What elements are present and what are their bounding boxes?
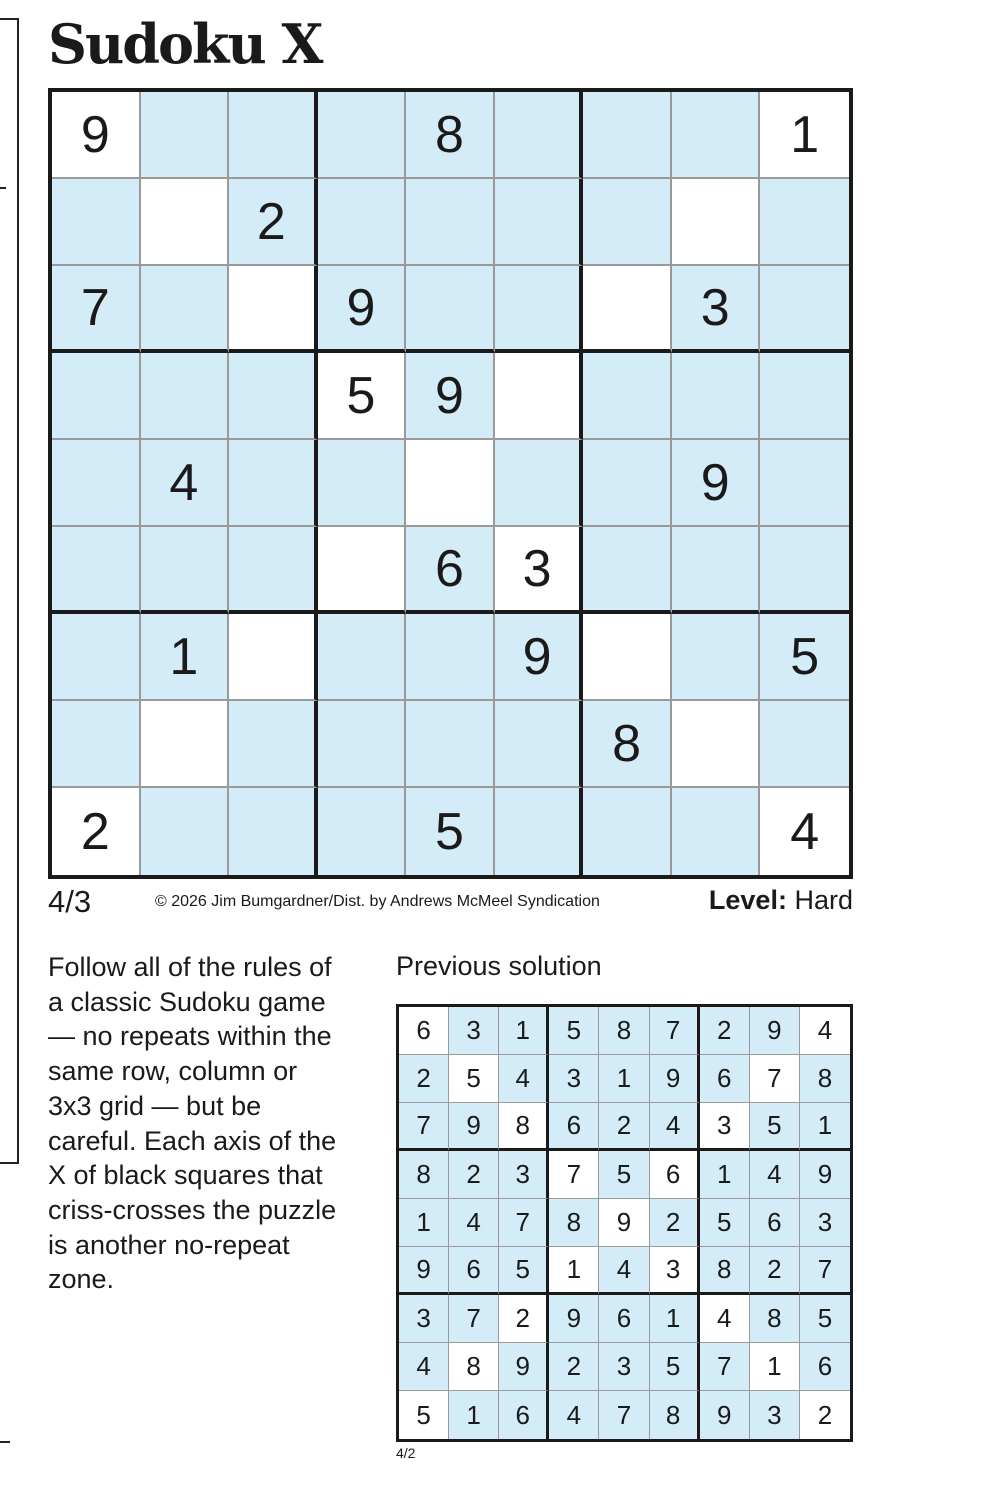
sudoku-cell-r1c7[interactable] xyxy=(583,92,672,179)
solution-cell-r6c1: 9 xyxy=(399,1247,449,1295)
solution-cell-r9c6: 8 xyxy=(650,1391,700,1439)
sudoku-cell-r3c3[interactable] xyxy=(229,266,318,353)
sudoku-cell-r6c3[interactable] xyxy=(229,527,318,614)
sudoku-cell-r8c8[interactable] xyxy=(672,701,761,788)
sudoku-cell-r2c7[interactable] xyxy=(583,179,672,266)
difficulty-level xyxy=(709,885,853,916)
solution-cell-r8c9: 6 xyxy=(800,1343,850,1391)
sudoku-cell-r2c4[interactable] xyxy=(318,179,407,266)
sudoku-cell-r1c4[interactable] xyxy=(318,92,407,179)
solution-cell-r1c3: 1 xyxy=(499,1007,549,1055)
solution-cell-r3c1: 7 xyxy=(399,1103,449,1151)
solution-cell-r4c5: 5 xyxy=(599,1151,649,1199)
sudoku-cell-r6c7[interactable] xyxy=(583,527,672,614)
sudoku-cell-r4c4[interactable]: 5 xyxy=(318,353,407,440)
solution-cell-r1c5: 8 xyxy=(599,1007,649,1055)
sudoku-cell-r7c2[interactable]: 1 xyxy=(141,614,230,701)
solution-cell-r6c5: 4 xyxy=(599,1247,649,1295)
solution-cell-r2c1: 2 xyxy=(399,1055,449,1103)
sudoku-cell-r6c9[interactable] xyxy=(760,527,849,614)
solution-cell-r4c4: 7 xyxy=(549,1151,599,1199)
solution-cell-r5c8: 6 xyxy=(750,1199,800,1247)
sudoku-cell-r2c5[interactable] xyxy=(406,179,495,266)
solution-cell-r9c2: 1 xyxy=(449,1391,499,1439)
sudoku-cell-r8c1[interactable] xyxy=(52,701,141,788)
sudoku-cell-r6c6[interactable]: 3 xyxy=(495,527,584,614)
copyright-notice: © 2026 Jim Bumgardner/Dist. by Andrews McMeel Syndication xyxy=(155,893,600,910)
sudoku-cell-r8c2[interactable] xyxy=(141,701,230,788)
frame-tick xyxy=(0,187,6,189)
sudoku-cell-r9c9[interactable]: 4 xyxy=(760,788,849,875)
sudoku-cell-r8c9[interactable] xyxy=(760,701,849,788)
sudoku-cell-r1c8[interactable] xyxy=(672,92,761,179)
instructions-text: Follow all of the rules of a classic Sudoku game — no repeats within the same row, column or 3x3 grid — but be careful. Each axis of the X of black squares that criss-crosses the puzzle is another no-repeat zone. xyxy=(48,952,337,1295)
solution-cell-r8c8: 1 xyxy=(750,1343,800,1391)
sudoku-cell-r9c1[interactable]: 2 xyxy=(52,788,141,875)
sudoku-cell-r5c9[interactable] xyxy=(760,440,849,527)
sudoku-cell-r3c6[interactable] xyxy=(495,266,584,353)
frame-line-bottom xyxy=(0,1162,19,1164)
solution-cell-r3c2: 9 xyxy=(449,1103,499,1151)
sudoku-cell-r2c6[interactable] xyxy=(495,179,584,266)
solution-cell-r9c4: 4 xyxy=(549,1391,599,1439)
sudoku-cell-r1c6[interactable] xyxy=(495,92,584,179)
page-title: Sudoku X xyxy=(48,12,322,76)
frame-line-top xyxy=(0,18,19,20)
sudoku-cell-r4c3[interactable] xyxy=(229,353,318,440)
solution-cell-r1c7: 2 xyxy=(700,1007,750,1055)
solution-cell-r4c8: 4 xyxy=(750,1151,800,1199)
solution-cell-r8c4: 2 xyxy=(549,1343,599,1391)
solution-cell-r1c6: 7 xyxy=(650,1007,700,1055)
solution-cell-r3c4: 6 xyxy=(549,1103,599,1151)
solution-cell-r3c6: 4 xyxy=(650,1103,700,1151)
sudoku-cell-r5c2[interactable]: 4 xyxy=(141,440,230,527)
sudoku-cell-r1c9[interactable]: 1 xyxy=(760,92,849,179)
solution-cell-r2c4: 3 xyxy=(549,1055,599,1103)
solution-cell-r6c3: 5 xyxy=(499,1247,549,1295)
sudoku-cell-r6c1[interactable] xyxy=(52,527,141,614)
sudoku-cell-r3c9[interactable] xyxy=(760,266,849,353)
solution-cell-r6c7: 8 xyxy=(700,1247,750,1295)
solution-cell-r6c9: 7 xyxy=(800,1247,850,1295)
sudoku-cell-r9c2[interactable] xyxy=(141,788,230,875)
sudoku-cell-r8c7[interactable]: 8 xyxy=(583,701,672,788)
sudoku-cell-r3c5[interactable] xyxy=(406,266,495,353)
solution-cell-r3c7: 3 xyxy=(700,1103,750,1151)
solution-cell-r2c5: 1 xyxy=(599,1055,649,1103)
solution-cell-r7c9: 5 xyxy=(800,1295,850,1343)
solution-cell-r4c7: 1 xyxy=(700,1151,750,1199)
sudoku-cell-r5c4[interactable] xyxy=(318,440,407,527)
solution-cell-r2c6: 9 xyxy=(650,1055,700,1103)
sudoku-cell-r2c9[interactable] xyxy=(760,179,849,266)
sudoku-cell-r9c7[interactable] xyxy=(583,788,672,875)
solution-cell-r5c9: 3 xyxy=(800,1199,850,1247)
solution-cell-r3c5: 2 xyxy=(599,1103,649,1151)
sudoku-cell-r9c3[interactable] xyxy=(229,788,318,875)
sudoku-cell-r7c9[interactable]: 5 xyxy=(760,614,849,701)
sudoku-cell-r4c7[interactable] xyxy=(583,353,672,440)
sudoku-cell-r3c8[interactable]: 3 xyxy=(672,266,761,353)
sudoku-cell-r7c6[interactable]: 9 xyxy=(495,614,584,701)
level-label: Level: xyxy=(708,885,787,915)
sudoku-cell-r7c3[interactable] xyxy=(229,614,318,701)
solution-cell-r2c2: 5 xyxy=(449,1055,499,1103)
sudoku-cell-r1c5[interactable]: 8 xyxy=(406,92,495,179)
solution-cell-r1c9: 4 xyxy=(800,1007,850,1055)
previous-solution-heading: Previous solution xyxy=(396,951,602,981)
solution-cell-r5c3: 7 xyxy=(499,1199,549,1247)
solution-cell-r7c3: 2 xyxy=(499,1295,549,1343)
sudoku-cell-r2c3[interactable]: 2 xyxy=(229,179,318,266)
sudoku-cell-r9c6[interactable] xyxy=(495,788,584,875)
sudoku-grid xyxy=(48,88,853,879)
sudoku-cell-r7c1[interactable] xyxy=(52,614,141,701)
frame-line-vertical xyxy=(17,18,19,1164)
solution-cell-r5c7: 5 xyxy=(700,1199,750,1247)
solution-cell-r9c7: 9 xyxy=(700,1391,750,1439)
solution-cell-r6c4: 1 xyxy=(549,1247,599,1295)
sudoku-cell-r1c2[interactable] xyxy=(141,92,230,179)
solution-cell-r2c3: 4 xyxy=(499,1055,549,1103)
solution-cell-r1c2: 3 xyxy=(449,1007,499,1055)
solution-cell-r4c3: 3 xyxy=(499,1151,549,1199)
solution-cell-r7c5: 6 xyxy=(599,1295,649,1343)
level-value: Hard xyxy=(794,885,853,915)
solution-cell-r1c8: 9 xyxy=(750,1007,800,1055)
sudoku-cell-r9c5[interactable]: 5 xyxy=(406,788,495,875)
previous-solution-grid xyxy=(396,1004,853,1442)
puzzle-date: 4/3 xyxy=(48,884,92,919)
sudoku-cell-r4c2[interactable] xyxy=(141,353,230,440)
solution-cell-r4c6: 6 xyxy=(650,1151,700,1199)
solution-cell-r8c5: 3 xyxy=(599,1343,649,1391)
sudoku-cell-r8c3[interactable] xyxy=(229,701,318,788)
sudoku-cell-r5c1[interactable] xyxy=(52,440,141,527)
solution-cell-r4c9: 9 xyxy=(800,1151,850,1199)
sudoku-cell-r8c6[interactable] xyxy=(495,701,584,788)
sudoku-cell-r6c5[interactable]: 6 xyxy=(406,527,495,614)
solution-cell-r3c3: 8 xyxy=(499,1103,549,1151)
solution-cell-r7c1: 3 xyxy=(399,1295,449,1343)
sudoku-cell-r2c2[interactable] xyxy=(141,179,230,266)
sudoku-cell-r6c8[interactable] xyxy=(672,527,761,614)
sudoku-cell-r7c7[interactable] xyxy=(583,614,672,701)
solution-cell-r7c2: 7 xyxy=(449,1295,499,1343)
solution-cell-r8c6: 5 xyxy=(650,1343,700,1391)
sudoku-cell-r5c6[interactable] xyxy=(495,440,584,527)
solution-cell-r8c7: 7 xyxy=(700,1343,750,1391)
solution-cell-r2c9: 8 xyxy=(800,1055,850,1103)
sudoku-cell-r7c5[interactable] xyxy=(406,614,495,701)
solution-cell-r7c6: 1 xyxy=(650,1295,700,1343)
solution-cell-r5c6: 2 xyxy=(650,1199,700,1247)
solution-cell-r9c3: 6 xyxy=(499,1391,549,1439)
sudoku-cell-r7c4[interactable] xyxy=(318,614,407,701)
sudoku-cell-r8c5[interactable] xyxy=(406,701,495,788)
solution-cell-r9c5: 7 xyxy=(599,1391,649,1439)
sudoku-cell-r4c8[interactable] xyxy=(672,353,761,440)
solution-cell-r5c5: 9 xyxy=(599,1199,649,1247)
sudoku-cell-r3c4[interactable]: 9 xyxy=(318,266,407,353)
sudoku-cell-r3c2[interactable] xyxy=(141,266,230,353)
solution-cell-r7c7: 4 xyxy=(700,1295,750,1343)
solution-cell-r8c3: 9 xyxy=(499,1343,549,1391)
frame-tick xyxy=(0,1441,10,1443)
solution-cell-r9c9: 2 xyxy=(800,1391,850,1439)
sudoku-cell-r6c4[interactable] xyxy=(318,527,407,614)
solution-cell-r2c8: 7 xyxy=(750,1055,800,1103)
solution-cell-r1c4: 5 xyxy=(549,1007,599,1055)
solution-cell-r1c1: 6 xyxy=(399,1007,449,1055)
solution-cell-r3c9: 1 xyxy=(800,1103,850,1151)
sudoku-cell-r5c7[interactable] xyxy=(583,440,672,527)
sudoku-cell-r9c8[interactable] xyxy=(672,788,761,875)
solution-cell-r5c2: 4 xyxy=(449,1199,499,1247)
solution-cell-r6c8: 2 xyxy=(750,1247,800,1295)
solution-cell-r8c2: 8 xyxy=(449,1343,499,1391)
sudoku-cell-r6c2[interactable] xyxy=(141,527,230,614)
sudoku-cell-r4c6[interactable] xyxy=(495,353,584,440)
sudoku-cell-r5c3[interactable] xyxy=(229,440,318,527)
solution-cell-r8c1: 4 xyxy=(399,1343,449,1391)
solution-cell-r3c8: 5 xyxy=(750,1103,800,1151)
sudoku-cell-r2c8[interactable] xyxy=(672,179,761,266)
sudoku-cell-r4c9[interactable] xyxy=(760,353,849,440)
solution-cell-r7c4: 9 xyxy=(549,1295,599,1343)
sudoku-cell-r1c3[interactable] xyxy=(229,92,318,179)
sudoku-cell-r9c4[interactable] xyxy=(318,788,407,875)
previous-solution-date: 4/2 xyxy=(396,1445,416,1461)
solution-cell-r6c6: 3 xyxy=(650,1247,700,1295)
sudoku-cell-r8c4[interactable] xyxy=(318,701,407,788)
solution-cell-r9c8: 3 xyxy=(750,1391,800,1439)
sudoku-cell-r3c7[interactable] xyxy=(583,266,672,353)
solution-cell-r6c2: 6 xyxy=(449,1247,499,1295)
sudoku-cell-r4c1[interactable] xyxy=(52,353,141,440)
solution-cell-r7c8: 8 xyxy=(750,1295,800,1343)
sudoku-cell-r5c5[interactable] xyxy=(406,440,495,527)
solution-cell-r5c4: 8 xyxy=(549,1199,599,1247)
solution-cell-r2c7: 6 xyxy=(700,1055,750,1103)
sudoku-cell-r2c1[interactable] xyxy=(52,179,141,266)
sudoku-cell-r4c5[interactable]: 9 xyxy=(406,353,495,440)
sudoku-cell-r5c8[interactable]: 9 xyxy=(672,440,761,527)
solution-cell-r9c1: 5 xyxy=(399,1391,449,1439)
sudoku-cell-r1c1[interactable]: 9 xyxy=(52,92,141,179)
solution-cell-r4c2: 2 xyxy=(449,1151,499,1199)
sudoku-cell-r3c1[interactable]: 7 xyxy=(52,266,141,353)
sudoku-cell-r7c8[interactable] xyxy=(672,614,761,701)
solution-cell-r4c1: 8 xyxy=(399,1151,449,1199)
solution-cell-r5c1: 1 xyxy=(399,1199,449,1247)
